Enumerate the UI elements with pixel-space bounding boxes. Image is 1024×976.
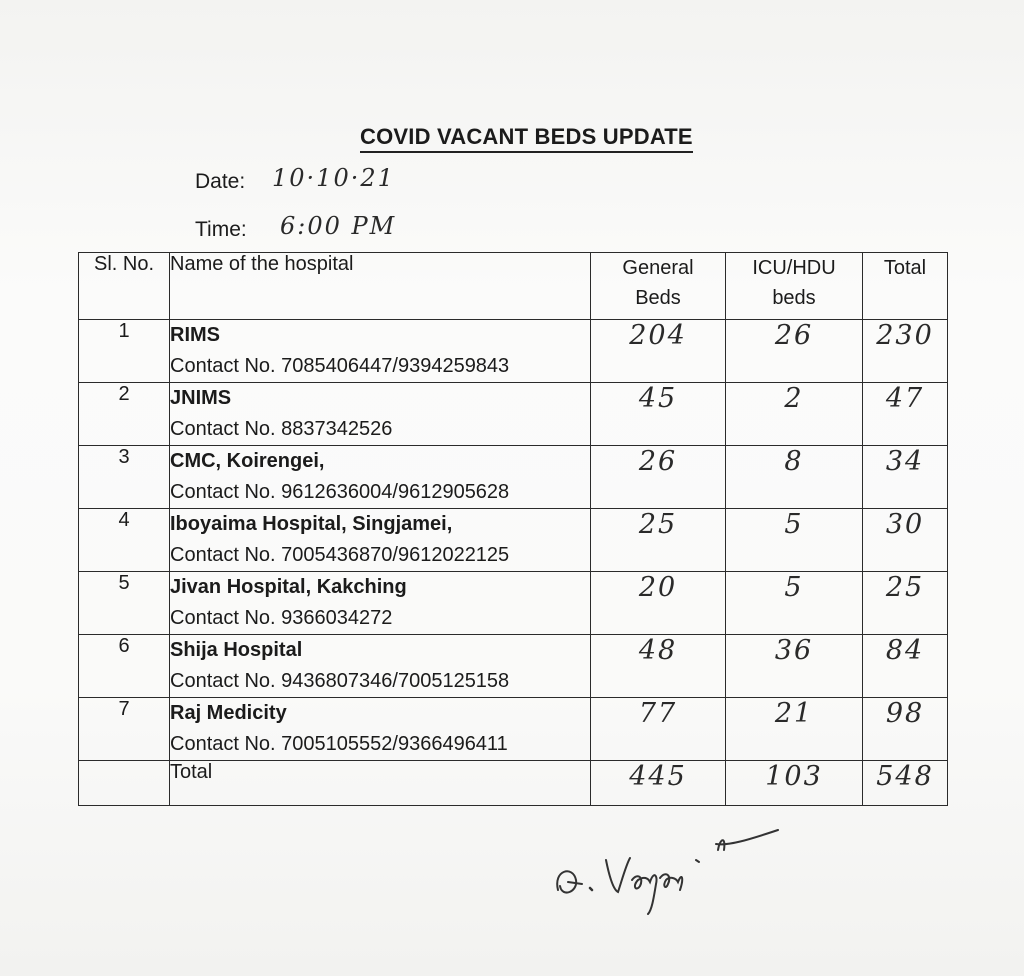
row-hospital <box>170 383 591 446</box>
hospital-contact: Contact No. 9612636004/9612905628 <box>170 481 510 503</box>
table-row <box>79 383 948 446</box>
hospital-contact: Contact No. 9366034272 <box>170 607 393 629</box>
row-hospital <box>170 509 591 572</box>
row-sl: 6 <box>79 635 170 698</box>
table-row <box>79 635 948 698</box>
row-general-beds: 25 <box>591 509 726 572</box>
row-icu-beds: 26 <box>726 320 863 383</box>
hospital-name: Iboyaima Hospital, Singjamei, <box>170 513 453 535</box>
hospital-name: CMC, Koirengei, <box>170 450 325 472</box>
totals-sl-empty <box>79 761 170 806</box>
totals-icu-beds: 103 <box>726 761 863 806</box>
header-sl-no: Sl. No. <box>79 253 170 320</box>
row-sl: 4 <box>79 509 170 572</box>
header-general-line1: General <box>622 257 694 279</box>
hospital-name: Raj Medicity <box>170 702 287 724</box>
header-hospital-name: Name of the hospital <box>170 253 591 320</box>
hospital-contact: Contact No. 7005105552/9366496411 <box>170 733 508 755</box>
row-total: 25 <box>863 572 948 635</box>
table-row <box>79 320 948 383</box>
table-row <box>79 446 948 509</box>
header-icu-line1: ICU/HDU <box>752 257 836 279</box>
header-icu-line2: beds <box>772 287 816 309</box>
hospital-contact: Contact No. 7005436870/9612022125 <box>170 544 510 566</box>
row-general-beds: 204 <box>591 320 726 383</box>
time-value: 6:00 PM <box>280 212 397 240</box>
row-sl: 3 <box>79 446 170 509</box>
signature-image <box>548 820 788 920</box>
totals-row <box>79 761 948 806</box>
row-total: 30 <box>863 509 948 572</box>
beds-table <box>78 252 948 806</box>
row-hospital <box>170 446 591 509</box>
row-hospital <box>170 572 591 635</box>
row-total: 34 <box>863 446 948 509</box>
row-icu-beds: 5 <box>726 509 863 572</box>
table-row <box>79 509 948 572</box>
row-general-beds: 77 <box>591 698 726 761</box>
time-label: Time: <box>195 218 247 241</box>
row-icu-beds: 8 <box>726 446 863 509</box>
row-sl: 7 <box>79 698 170 761</box>
row-hospital <box>170 635 591 698</box>
table-header-row <box>79 253 948 320</box>
hospital-contact: Contact No. 9436807346/7005125158 <box>170 670 510 692</box>
table-row <box>79 572 948 635</box>
header-general-line2: Beds <box>635 287 681 309</box>
totals-total: 548 <box>863 761 948 806</box>
row-total: 98 <box>863 698 948 761</box>
table-row <box>79 698 948 761</box>
row-general-beds: 20 <box>591 572 726 635</box>
hospital-name: RIMS <box>170 324 220 346</box>
date-label: Date: <box>195 170 246 193</box>
row-sl: 2 <box>79 383 170 446</box>
row-icu-beds: 21 <box>726 698 863 761</box>
row-icu-beds: 5 <box>726 572 863 635</box>
row-sl: 5 <box>79 572 170 635</box>
totals-general-beds: 445 <box>591 761 726 806</box>
hospital-name: Shija Hospital <box>170 639 303 661</box>
totals-label: Total <box>170 761 591 806</box>
row-total: 230 <box>863 320 948 383</box>
row-total: 84 <box>863 635 948 698</box>
row-hospital <box>170 320 591 383</box>
row-general-beds: 26 <box>591 446 726 509</box>
document-title: COVID VACANT BEDS UPDATE <box>360 124 693 153</box>
hospital-name: JNIMS <box>170 387 232 409</box>
row-total: 47 <box>863 383 948 446</box>
hospital-name: Jivan Hospital, Kakching <box>170 576 407 598</box>
row-general-beds: 45 <box>591 383 726 446</box>
header-general-beds <box>591 253 726 320</box>
row-hospital <box>170 698 591 761</box>
row-sl: 1 <box>79 320 170 383</box>
header-total: Total <box>863 253 948 320</box>
row-general-beds: 48 <box>591 635 726 698</box>
date-value: 10·10·21 <box>272 164 395 192</box>
hospital-contact: Contact No. 8837342526 <box>170 418 393 440</box>
hospital-contact: Contact No. 7085406447/9394259843 <box>170 355 510 377</box>
header-icu-beds <box>726 253 863 320</box>
row-icu-beds: 2 <box>726 383 863 446</box>
row-icu-beds: 36 <box>726 635 863 698</box>
